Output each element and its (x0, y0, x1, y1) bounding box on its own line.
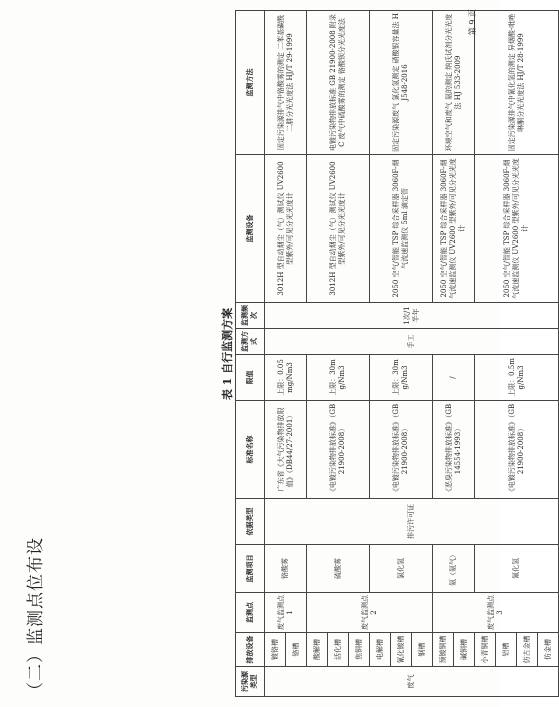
equipment-cell: 碱铜槽 (454, 632, 475, 666)
equipment-cell: 镀铬槽 (265, 632, 286, 666)
limit-cell: / (433, 354, 475, 400)
device-cell: 2050 空气/智能 TSP 综合采样器 3060F-烟气流速监测仪 UV2600 型紫外/可见分光光度计 (433, 154, 475, 302)
header-cell: 监测项目 (236, 544, 265, 592)
point-cell: 废气监测点1 (265, 592, 307, 632)
equipment-cell: 氰化镀槽 (391, 632, 412, 666)
table-caption: 表 1 自行监测方案 (221, 307, 234, 400)
equipment-cell: 活化槽 (328, 632, 349, 666)
header-cell: 污染源类型 (236, 666, 265, 696)
header-cell: 依据类型 (236, 498, 265, 544)
equipment-cell: 预镀铜槽 (433, 632, 454, 666)
analysis-method-cell: 电镀污染物排放标准 GB 21900-2008 附录 C 废气中硫酸雾的测定 铬酸钡分光光度法 (307, 10, 370, 154)
limit-cell: 上限：30mg/Nm3 (307, 354, 370, 400)
section-title: （二）监测点位布设 (26, 536, 46, 699)
limit-cell: 上限：0.05mg/Nm3 (265, 354, 307, 400)
device-cell: 3012H 型自动烟尘（气）测试仪 UV2600 型紫外/可见分光光度计 (307, 154, 370, 302)
equipment-cell: 仿古金槽 (517, 632, 538, 666)
header-cell: 监测方法 (236, 10, 265, 154)
header-cell: 监测频次 (236, 302, 265, 328)
header-cell: 限值 (236, 354, 265, 400)
point-cell: 废气监测点2 (307, 592, 433, 632)
category-cell: 废气 (265, 666, 559, 696)
standard-cell: 《电镀污染物排放标准》（GB 21900-2008） (370, 400, 433, 498)
standard-cell: 《恶臭污染物排放标准》（GB14554-1993） (433, 400, 475, 498)
equipment-cell: 小青铜槽 (475, 632, 496, 666)
analysis-method-cell: 固定污染源废气 氯化氢测定 硝酸银容量法 HJ548-2016 (370, 10, 433, 154)
table-row (265, 10, 286, 696)
rotated-content (15, 8, 552, 699)
equipment-cell: 仿金槽 (538, 632, 559, 666)
analysis-method-cell: 环境空气和废气 氨的测定 纳氏试剂分光光度法 HJ 533-2009 (433, 10, 475, 154)
item-cell: 氨（氨气） (433, 544, 475, 592)
equipment-cell: 铝槽 (496, 632, 517, 666)
header-cell: 标准名称 (236, 400, 265, 498)
header-cell: 监测点 (236, 592, 265, 632)
header-cell: 监测设备 (236, 154, 265, 302)
analysis-method-cell: 固定污染源排气中氰化氢的测定 异烟酸-吡唑啉酮分光光度法 HJ/T 28-1999 (475, 10, 559, 154)
page-number: 第 9 页 (468, 8, 477, 35)
frequency-cell: 1次/1半年 (265, 302, 559, 328)
standard-cell: 《电镀污染物排放标准》（GB 21900-2008） (307, 400, 370, 498)
table-header-row (236, 10, 265, 696)
equipment-cell: 电解槽 (370, 632, 391, 666)
item-cell: 氯化氢 (370, 544, 433, 592)
device-cell: 2050 空气/智能 TSP 综合采样器 3060F-烟气流速监测仪 5ml 滴定管 (370, 154, 433, 302)
header-cell: 排放设备 (236, 632, 265, 666)
device-cell: 2050 空气/智能 TSP 综合采样器 3060F-烟气流速监测仪 UV2600 型紫外/可见分光光度计 (475, 154, 559, 302)
point-cell: 废气监测点3 (433, 592, 559, 632)
equipment-cell: 铬槽 (286, 632, 307, 666)
method-cell: 手工 (265, 328, 559, 354)
header-cell: 监测方式 (236, 328, 265, 354)
equipment-cell: 焦铜槽 (349, 632, 370, 666)
limit-cell: 上限：30mg/Nm3 (370, 354, 433, 400)
standard-cell: 《电镀污染物排放标准》（GB 21900-2008） (475, 400, 559, 498)
equipment-cell: 钢槽 (412, 632, 433, 666)
analysis-method-cell: 固定污染源排气中铬酸雾的测定 二苯基碳酰二肼分光光度法 HJ/T 29-1999 (265, 10, 307, 154)
item-cell: 硫酸雾 (307, 544, 370, 592)
limit-cell: 上限：0.5mg/Nm3 (475, 354, 559, 400)
standard-cell: 广东省《大气污染物排放限值》（DB44/27-2001） (265, 400, 307, 498)
item-cell: 氰化氢 (475, 544, 559, 592)
item-cell: 铬酸雾 (265, 544, 307, 592)
device-cell: 3012H 型自动烟尘（气）测试仪 UV2600 型紫外/可见分光光度计 (265, 154, 307, 302)
equipment-cell: 酸解槽 (307, 632, 328, 666)
basis-cell: 排污许可证 (265, 498, 559, 544)
monitoring-plan-table (235, 10, 559, 697)
